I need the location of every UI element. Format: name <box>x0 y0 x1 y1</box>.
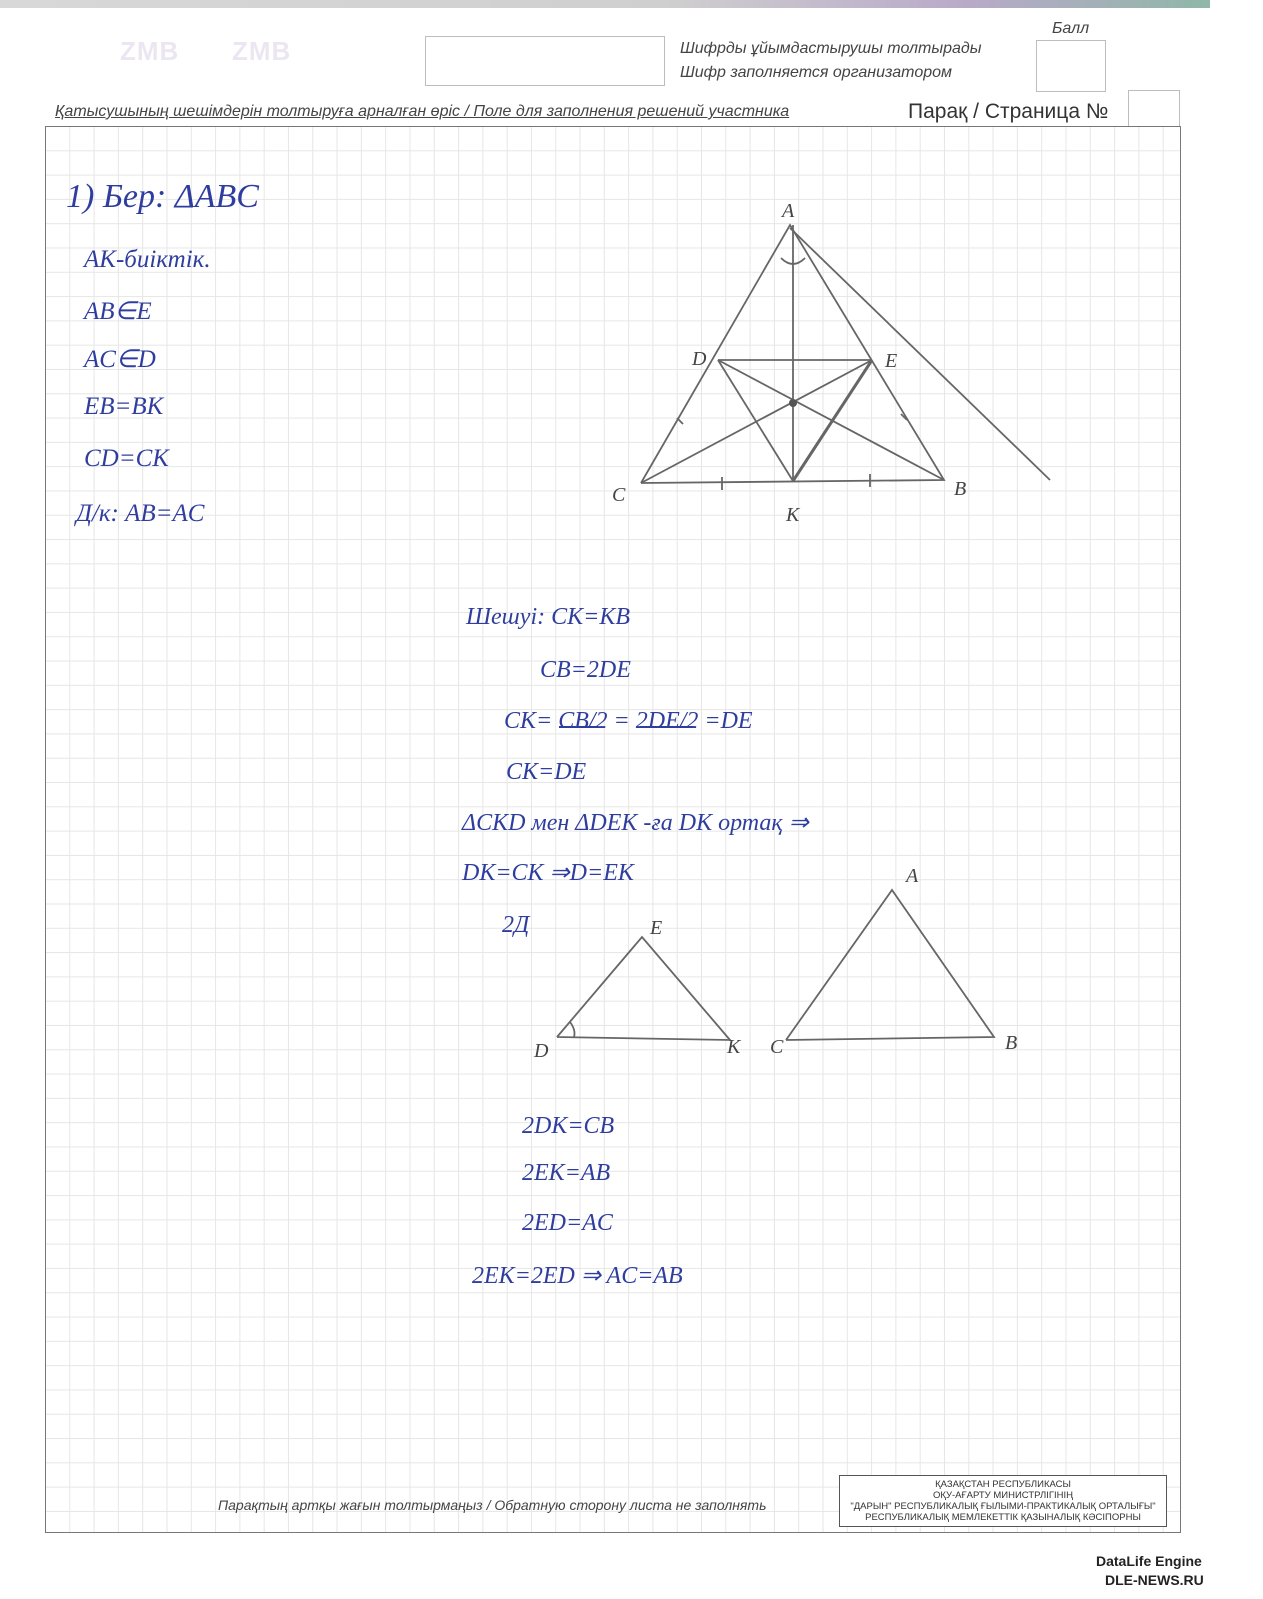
angle-arc-d <box>570 1022 575 1037</box>
small-label-e: E <box>650 917 663 939</box>
external-line <box>790 228 1050 480</box>
big-label-c: C <box>770 1036 784 1058</box>
solution2-line-4: 2EK=2ED ⇒ AC=AB <box>472 1263 683 1289</box>
credit-line-2: DLE-NEWS.RU <box>1105 1572 1204 1588</box>
tick-cd <box>677 418 683 424</box>
big-label-b: B <box>1005 1032 1018 1054</box>
solution-line-1: Шешуі: CK=KB <box>466 604 630 630</box>
watermark-1: ZMB <box>120 36 180 66</box>
triangle-dek <box>557 937 730 1040</box>
big-label-a: A <box>906 865 919 887</box>
point-label-a: A <box>782 200 795 222</box>
stamp-line-2: ОҚУ-АҒАРТУ МИНИСТРЛІГІНІҢ <box>933 1490 1073 1501</box>
solution-note: 2Д <box>502 912 530 938</box>
segment-dk <box>718 360 793 481</box>
stamp-line-4: РЕСПУБЛИКАЛЫҚ МЕМЛЕКЕТТІК ҚАЗЫНАЛЫҚ КӘСІПОРНЫ <box>865 1512 1141 1523</box>
big-triangle-figure <box>786 890 994 1040</box>
point-label-k: K <box>786 504 800 526</box>
given-line-3: AC∈D <box>84 346 156 373</box>
point-label-e: E <box>885 350 898 372</box>
given-line-1: AK-биіктік. <box>84 246 211 273</box>
credit-line-1: DataLife Engine <box>1096 1553 1202 1569</box>
stamp-line-3: "ДАРЫН" РЕСПУБЛИКАЛЫҚ ҒЫЛЫМИ-ПРАКТИКАЛЫҚ ОРТАЛЫҒЫ" <box>850 1501 1156 1512</box>
cipher-label-ru: Шифр заполняется организатором <box>680 64 952 81</box>
solution2-line-1: 2DK=CB <box>522 1113 615 1139</box>
score-label: Балл <box>1052 20 1090 37</box>
point-label-c: C <box>612 484 626 506</box>
solution-line-5: ΔCKD мен ΔDEK -ға DK ортақ ⇒ <box>462 810 809 836</box>
footer-note: Парақтың артқы жағын толтырмаңыз / Обратную сторону листа не заполнять <box>218 1497 767 1513</box>
watermark-2: ZMB <box>232 36 292 66</box>
given-line-5: CD=CK <box>84 445 169 472</box>
stamp-line-1: ҚАЗАҚСТАН РЕСПУБЛИКАСЫ <box>935 1479 1071 1490</box>
point-label-d: D <box>692 348 707 370</box>
small-triangle-figure <box>557 937 730 1040</box>
cipher-label-kz: Шифрды ұйымдастырушы толтырады <box>680 40 982 57</box>
solution2-line-2: 2EK=AB <box>522 1160 611 1186</box>
solution-line-4: CK=DE <box>506 759 587 785</box>
solution2-line-3: 2ED=AC <box>522 1210 613 1236</box>
solution-line-2: CB=2DE <box>540 657 631 683</box>
given-title: 1) Бер: ΔABC <box>66 178 259 215</box>
solution-line-6: DK=CK ⇒D=EK <box>462 860 634 886</box>
page-number-label: Парақ / Страница № <box>908 100 1109 123</box>
given-line-4: EB=BK <box>84 393 164 420</box>
intersection-point <box>789 399 797 407</box>
solution-field-title: Қатысушының шешімдерін толтыруға арналған өріс / Поле для заполнения решений участника <box>55 103 790 120</box>
small-label-d: D <box>534 1040 549 1062</box>
small-label-k: K <box>727 1036 741 1058</box>
segment-ek <box>793 360 872 481</box>
segment-db <box>718 360 944 480</box>
organization-stamp <box>839 1475 1167 1527</box>
triangle-abc-2 <box>786 890 994 1040</box>
given-line-6: Д/к: AB=AC <box>76 500 205 527</box>
solution-line-3: CK= CB/2 = 2DE/2 =DE <box>504 708 753 734</box>
given-line-2: AB∈E <box>84 298 152 325</box>
point-label-b: B <box>954 478 967 500</box>
